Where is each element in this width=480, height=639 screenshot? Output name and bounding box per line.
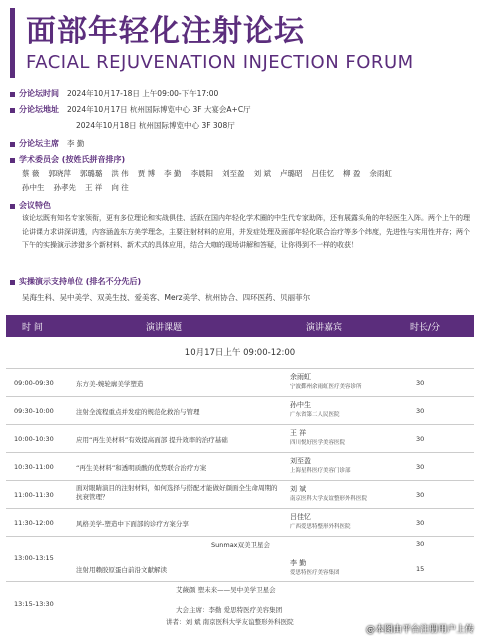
row-topic: 应用“再生美材料”有效提高面部 提升效率的治疗基础	[76, 436, 228, 444]
row-speaker-block	[290, 400, 340, 418]
bullet-square-icon	[10, 280, 15, 285]
features-text: 该论坛既有知名专家领衔，更有多位理论和实战俱佳、活跃在国内年轻化学术圈的中生代专家助阵，还有展露头角的年轻医生入阵。两个上午的理论讲课力求讲深讲透，内容涵盖东方美学理念，主要注射材料的应用，并发症处理及面部年轻化联合治疗等多个纬度，先进性与实用性并存；两个下午的实操演示涉猎多个新材料、新术式的具体应用，结合大咖的现场讲解和答疑，让你得到不一样的收获！	[22, 214, 470, 249]
committee-member: 刘 斌	[253, 169, 271, 178]
row-speaker-block	[290, 512, 351, 530]
row-topic: “再生美材料”和透明质酸的优势联合治疗方案	[76, 464, 207, 472]
place-row-2	[76, 120, 235, 131]
bullet-square-icon	[10, 142, 15, 147]
time-row	[10, 88, 218, 99]
row-duration: 30	[416, 379, 425, 387]
committee-member: 余雨虹	[369, 169, 392, 178]
block1-topic: 注射用赖胶原蛋白前沿文献解读	[76, 566, 167, 574]
time-label: 分论坛时间	[19, 89, 59, 98]
bullet-square-icon	[10, 158, 15, 163]
committee-member: 李晨阳	[190, 169, 214, 178]
committee-member: 卢璐昭	[279, 169, 303, 178]
row-org: 南京医科大学友谊整形外科医院	[290, 496, 368, 502]
committee-member: 孙中生	[22, 183, 45, 192]
committee-row	[10, 154, 125, 165]
block1-time: 13:00-13:15	[14, 554, 54, 562]
committee-member: 郭璐璐	[79, 169, 103, 178]
block1-speaker: 李 勤	[290, 559, 307, 567]
row-org: 四川悦好医学美容医院	[290, 440, 346, 446]
table-row	[6, 480, 474, 509]
table-row	[6, 508, 474, 537]
committee-member: 蔡 薇	[22, 169, 40, 178]
schedule-header	[6, 315, 474, 337]
row-org: 广西爱思特整形外科医院	[290, 524, 351, 530]
row-org: 宁波鄞州余雨虹医疗美容诊所	[290, 384, 362, 390]
committee-member: 洪 伟	[111, 169, 129, 178]
committee-label: 学术委员会 (按姓氏拼音排序)	[19, 155, 126, 164]
row-speaker: 孙中生	[290, 401, 311, 409]
title-accent-bar	[10, 8, 15, 78]
row-topic: 风格美学-塑造中下面部的诊疗方案分享	[76, 520, 189, 528]
sponsors-row	[10, 276, 141, 287]
row-duration: 30	[416, 463, 425, 471]
table-row	[6, 396, 474, 425]
sponsors-text: 吴海生科、吴中美学、双美生技、爱美客、Merz美学、杭州协合、四环医药、贝丽菲尔	[22, 293, 311, 302]
row-org: 上海星科医疗美容门诊部	[290, 468, 351, 474]
row-duration: 30	[416, 491, 425, 499]
header-topic: 演讲课题	[146, 323, 183, 333]
row-duration: 30	[416, 435, 425, 443]
row-time: 09:00-09:30	[14, 379, 54, 387]
block2-line2: 讲者：刘 斌 南京医科大学友谊整形外科医院	[166, 618, 294, 626]
block1-title: Sunmax双美卫星会	[211, 541, 271, 549]
committee-members-2	[22, 182, 138, 193]
block1-speaker-block	[290, 558, 340, 576]
block1-org: 爱思特医疗美容集团	[290, 570, 340, 576]
header-time: 时 间	[22, 323, 43, 333]
table-row	[6, 424, 474, 453]
page-title: 面部年轻化注射论坛	[26, 14, 305, 49]
chair-label: 分论坛主席	[19, 139, 59, 148]
page-subtitle: FACIAL REJUVENATION INJECTION FORUM	[26, 52, 414, 73]
committee-member: 刘至盈	[222, 169, 245, 178]
committee-members-1	[22, 168, 401, 179]
header-duration: 时长/分	[410, 323, 441, 333]
row-speaker: 余雨虹	[290, 373, 311, 381]
row-speaker-block	[290, 484, 367, 502]
features-row	[10, 200, 51, 211]
row-time: 10:00-10:30	[14, 435, 54, 443]
row-speaker: 刘 斌	[290, 485, 307, 493]
header-speaker: 演讲嘉宾	[306, 323, 343, 333]
committee-member: 郭晓萍	[48, 169, 71, 178]
block1-duration-2: 15	[416, 565, 425, 573]
row-topic: 注射全流程重点并发症的规范化救治与管理	[76, 408, 200, 416]
row-speaker-block	[290, 456, 351, 474]
time-value: 2024年10月17-18日 上午09:00-下午17:00	[67, 89, 219, 98]
bullet-square-icon	[10, 204, 15, 209]
row-org: 广东省第二人民医院	[290, 412, 340, 418]
row-duration: 30	[416, 407, 425, 415]
committee-member: 柳 盈	[342, 169, 361, 178]
block1-duration: 30	[416, 540, 425, 548]
committee-member: 孙孝先	[53, 183, 76, 192]
row-time: 11:30-12:00	[14, 519, 54, 527]
row-time: 11:00-11:30	[14, 491, 54, 499]
row-topic: 东方美-婉轮廓美学塑造	[76, 380, 144, 388]
place-row	[10, 104, 251, 115]
place-value-2: 2024年10月18日 杭州国际博览中心 3F 308厅	[76, 121, 235, 130]
block2-line1: 大会主席：李勤 爱思特医疗美容集团	[176, 606, 283, 614]
day-label: 10月17日上午 09:00-12:00	[184, 348, 296, 358]
row-speaker-block	[290, 372, 362, 390]
block2-title: 艾薇颜 塑未来——吴中美学卫星会	[176, 586, 276, 594]
row-time: 10:30-11:00	[14, 463, 54, 471]
committee-member: 王 祥	[85, 183, 103, 192]
satellite-block-1	[6, 536, 474, 581]
chair-row	[10, 138, 84, 149]
committee-member: 向 往	[111, 183, 129, 192]
committee-member: 贾 博	[137, 169, 156, 178]
sponsors-label: 实操演示支持单位 (排名不分先后)	[19, 277, 142, 286]
chair-value: 李 勤	[67, 139, 85, 148]
row-topic: 面对眼睛演目的注射材料，如何选择与搭配才能做好颜面全生命周期的抗衰管理？	[76, 484, 278, 501]
place-label: 分论坛地址	[19, 105, 59, 114]
bullet-square-icon	[10, 108, 15, 113]
features-label: 会议特色	[19, 201, 51, 210]
bullet-square-icon	[10, 92, 15, 97]
row-speaker: 吕佳忆	[290, 513, 311, 521]
row-duration: 30	[416, 519, 425, 527]
committee-member: 吕佳忆	[311, 169, 334, 178]
row-time: 09:30-10:00	[14, 407, 54, 415]
table-row	[6, 368, 474, 397]
committee-member: 李 勤	[164, 169, 182, 178]
block2-time: 13:15-13:30	[14, 600, 54, 608]
row-speaker: 刘至盈	[290, 457, 311, 465]
row-speaker-block	[290, 428, 345, 446]
place-value-1: 2024年10月17日 杭州国际博览中心 3F 大宴会A+C厅	[67, 105, 251, 114]
row-speaker: 王 祥	[290, 429, 307, 437]
watermark: @本图由平台注册用户上传	[365, 625, 474, 635]
table-row	[6, 452, 474, 481]
